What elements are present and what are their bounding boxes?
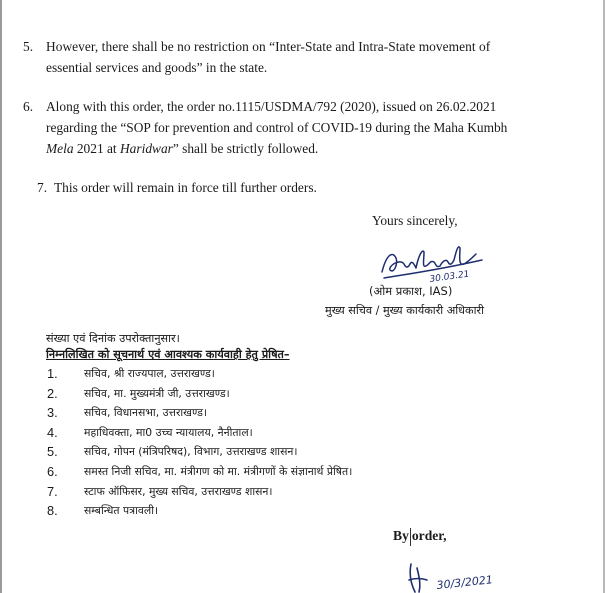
list-text: समस्त निजी सचिव, मा. मंत्रीगण को मा. मंत्रीगणों के संज्ञानार्थ प्रेषित। xyxy=(84,464,353,478)
paragraph-line: essential services and goods” in the state. xyxy=(46,60,268,75)
bottom-signature-image xyxy=(405,558,545,593)
list-number: 2. xyxy=(47,385,58,401)
signature-image xyxy=(378,234,488,286)
paragraph-number: 7. xyxy=(37,180,48,195)
forward-heading: निम्नलिखित को सूचनार्थ एवं आवश्यक कार्यवाही हेतु प्रेषित– xyxy=(46,348,290,361)
list-text: सचिव, मा. मुख्यमंत्री जी, उत्तराखण्ड। xyxy=(84,386,230,400)
by-word: By xyxy=(393,528,409,544)
list-text: सचिव, विधानसभा, उत्तराखण्ड। xyxy=(84,406,208,420)
italic-mela: Mela xyxy=(46,141,74,156)
by-order-text xyxy=(393,528,446,546)
paragraph-number: 5. xyxy=(23,39,34,54)
list-number: 7. xyxy=(47,483,58,499)
list-number: 4. xyxy=(47,424,58,440)
paragraph-line-text: regarding the “SOP for prevention and control of COVID-19 during the Maha Kumbh xyxy=(46,120,508,135)
list-text: स्टाफ ऑफिसर, मुख्य सचिव, उत्तराखण्ड शासन। xyxy=(84,484,273,498)
list-number: 3. xyxy=(47,405,58,421)
paragraph-5 xyxy=(23,36,583,78)
list-number: 1. xyxy=(47,366,58,381)
paragraph-line xyxy=(23,117,583,138)
list-text: सचिव, श्री राज्यपाल, उत्तराखण्ड। xyxy=(84,367,215,380)
paragraph-line-text: ” shall be strictly followed. xyxy=(172,141,319,156)
closing-text: Yours sincerely, xyxy=(372,213,458,228)
page-left-edge xyxy=(0,0,2,593)
bottom-signature-date: 30/3/2021 xyxy=(435,573,494,592)
paragraph-line-text: 2021 at xyxy=(73,141,121,156)
signatory-name: (ओम प्रकाश, IAS) xyxy=(369,284,453,298)
list-number: 5. xyxy=(47,444,58,460)
paragraph-line: Along with this order, the order no.1115/USDMA/792 (2020), issued on 26.02.2021 xyxy=(46,99,497,114)
signatory-designation: मुख्य सचिव / मुख्य कार्यकारी अधिकारी xyxy=(325,304,485,317)
reference-line: संख्या एवं दिनांक उपरोक्तानुसार। xyxy=(46,332,180,345)
paragraph-line xyxy=(23,138,583,159)
signature-date: 30.03.21 xyxy=(429,269,471,285)
list-number: 8. xyxy=(47,503,58,519)
paragraph-line: This order will remain in force till further orders. xyxy=(54,180,317,195)
pen-mark xyxy=(410,528,411,546)
list-text: सचिव, गोपन (मंत्रिपरिषद), विभाग, उत्तराखण्ड शासन। xyxy=(84,445,298,459)
list-text: महाधिवक्ता, मा0 उच्च न्यायालय, नैनीताल। xyxy=(84,425,253,439)
list-number: 6. xyxy=(47,463,58,479)
order-word: order, xyxy=(411,528,447,544)
paragraph-number: 6. xyxy=(23,99,34,114)
list-text: सम्बन्धित पत्रावली। xyxy=(84,504,159,518)
paragraph-line: However, there shall be no restriction on “Inter-State and Intra-State movement of xyxy=(46,39,491,54)
paragraph-7 xyxy=(37,177,577,198)
italic-haridwar: Haridwar xyxy=(120,141,173,156)
paragraph-6 xyxy=(23,96,583,159)
